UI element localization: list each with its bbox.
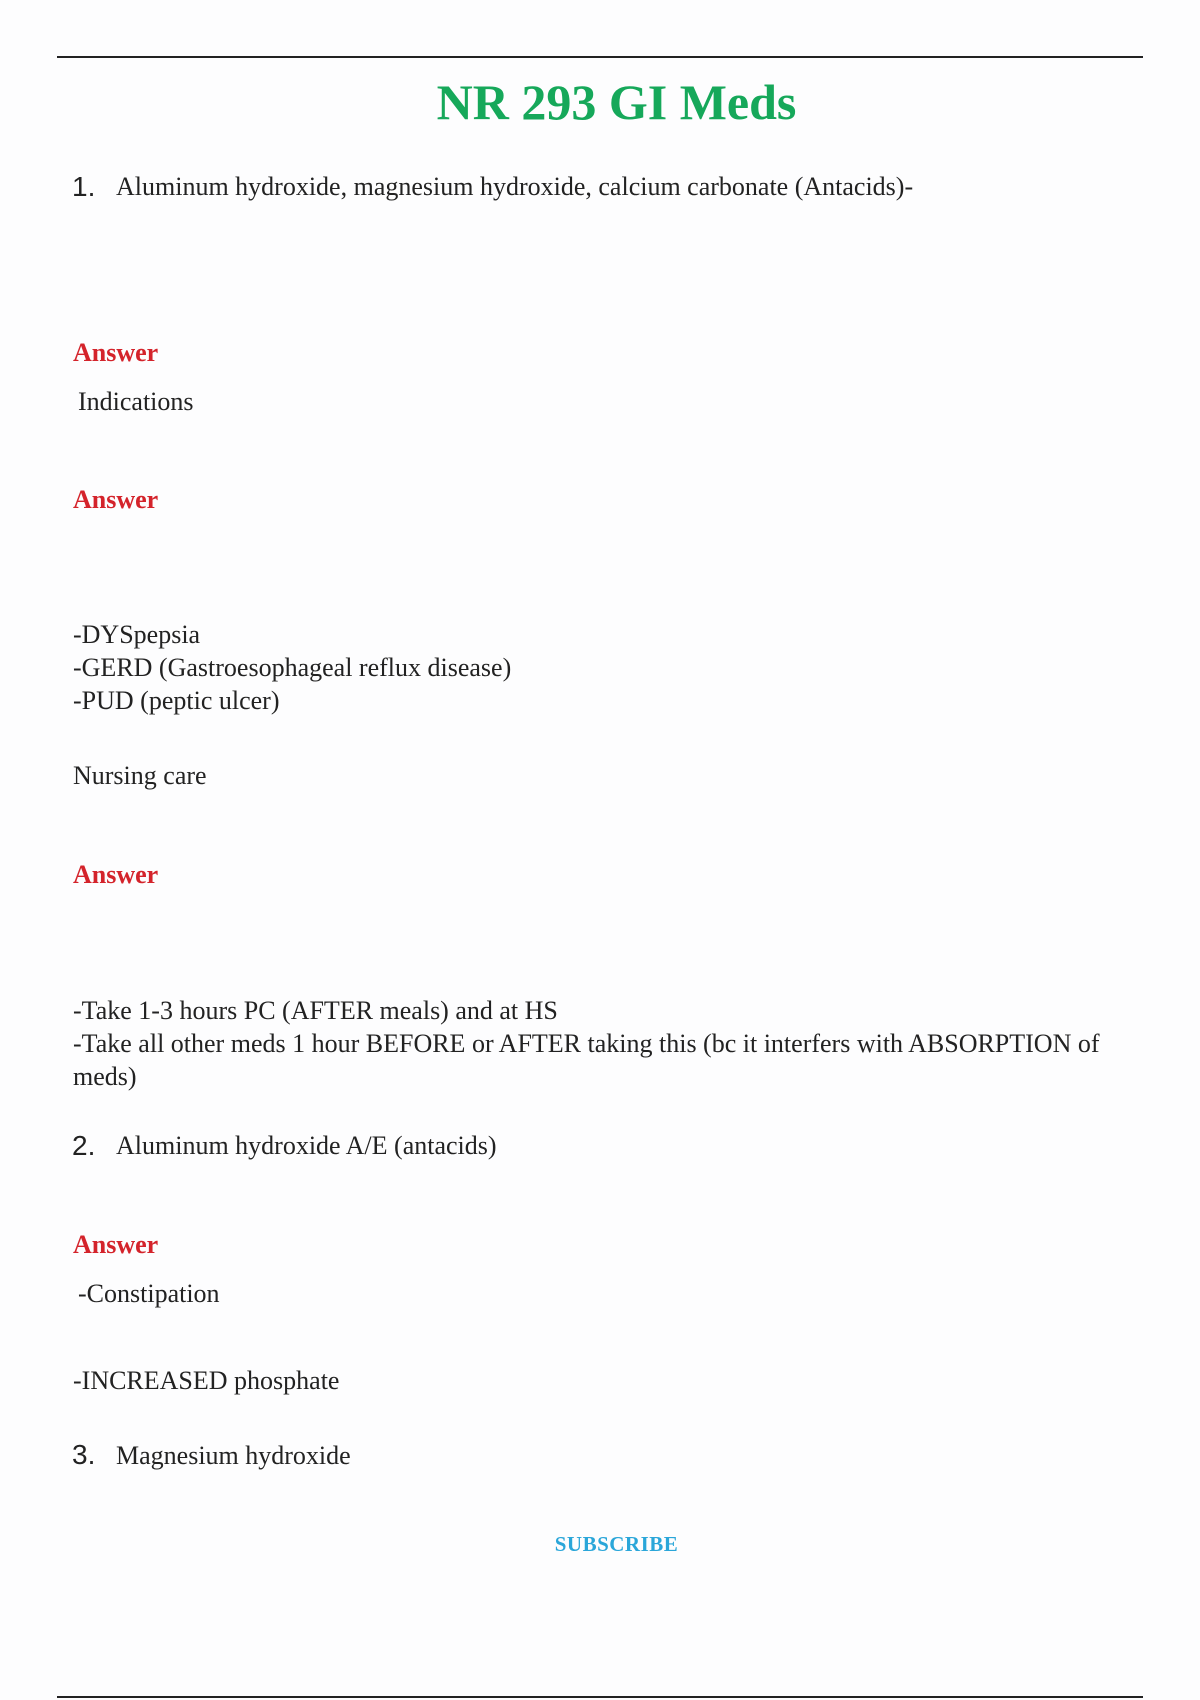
document-title: NR 293 GI Meds xyxy=(436,74,797,130)
nursing-care-heading: Nursing care xyxy=(73,761,207,790)
question-2-answer-label: Answer xyxy=(73,1230,159,1259)
question-2-answer-line-2: -INCREASED phosphate xyxy=(73,1366,340,1395)
question-1-answer-label-2: Answer xyxy=(73,485,159,514)
question-1-nursing-care-list xyxy=(73,994,1158,1093)
question-1-text: Aluminum hydroxide, magnesium hydroxide, calcium carbonate (Antacids)- xyxy=(116,172,914,201)
question-3-number: 3. xyxy=(72,1439,96,1470)
question-1-answer-label-1: Answer xyxy=(73,338,159,367)
question-1-answer-label-3: Answer xyxy=(73,860,159,889)
question-1-answer-text-1: Indications xyxy=(78,387,194,416)
indication-item: -GERD (Gastroesophageal reflux disease) xyxy=(73,653,512,682)
question-1-indications-list xyxy=(73,618,1153,717)
subscribe-link[interactable]: SUBSCRIBE xyxy=(554,1532,679,1556)
question-2-text: Aluminum hydroxide A/E (antacids) xyxy=(116,1131,497,1160)
question-3-text: Magnesium hydroxide xyxy=(116,1441,351,1470)
question-2-number: 2. xyxy=(72,1130,96,1161)
top-divider xyxy=(57,56,1143,58)
bottom-divider xyxy=(57,1696,1143,1698)
question-2-answer-line-1: -Constipation xyxy=(78,1279,220,1308)
indication-item: -PUD (peptic ulcer) xyxy=(73,686,280,715)
indication-item: -DYSpepsia xyxy=(73,620,201,649)
nursing-care-item: -Take 1-3 hours PC (AFTER meals) and at HS xyxy=(73,996,558,1025)
question-1-number: 1. xyxy=(72,171,96,202)
nursing-care-item: -Take all other meds 1 hour BEFORE or AFTER taking this (bc it interfers with ABSORPTION of meds) xyxy=(73,1029,1100,1091)
